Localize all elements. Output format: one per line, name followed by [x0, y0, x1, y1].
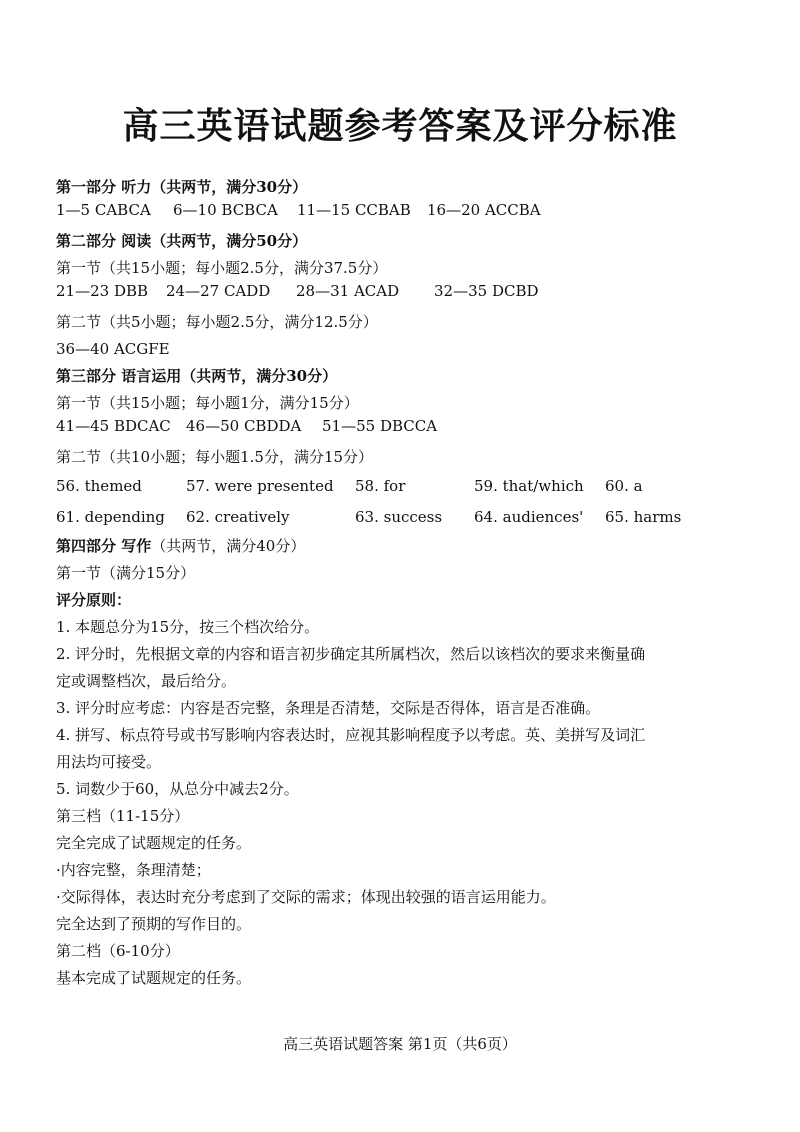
part2-section1-answer-row	[56, 282, 756, 309]
grade3-line: 完全达到了预期的写作目的。	[56, 915, 252, 933]
answer-group: 51—55 DBCCA	[322, 417, 438, 435]
scoring-principle: 1. 本题总分为15分，按三个档次给分。	[56, 618, 320, 636]
fill-answer: 57. were presented	[186, 477, 334, 495]
fill-answer: 56. themed	[56, 477, 142, 495]
fill-answer: 58. for	[355, 477, 406, 495]
part3-section1-heading: 第一节（共15小题；每小题1分，满分15分）	[56, 394, 359, 412]
fill-answer: 59. that/which	[474, 477, 584, 495]
scoring-principle: 3. 评分时应考虑：内容是否完整，条理是否清楚，交际是否得体，语言是否准确。	[56, 699, 601, 717]
scoring-principles-heading: 评分原则：	[56, 591, 132, 609]
grade3-line: ·交际得体，表达时充分考虑到了交际的需求；体现出较强的语言运用能力。	[56, 888, 556, 906]
grade3-label: 第三档（11-15分）	[56, 807, 190, 825]
scoring-principle: 4. 拼写、标点符号或书写影响内容表达时，应视其影响程度予以考虑。英、美拼写及词汇用法均可接受。	[56, 726, 646, 771]
document-body	[56, 174, 756, 992]
grade3-line: ·内容完整，条理清楚；	[56, 861, 211, 879]
part1-answer-row	[56, 201, 756, 228]
scoring-principle: 2. 评分时，先根据文章的内容和语言初步确定其所属档次，然后以该档次的要求来衡量确定或调整档次，最后给分。	[56, 645, 646, 690]
fill-answer: 63. success	[355, 508, 443, 526]
page-footer: 高三英语试题答案 第1页（共6页）	[283, 1035, 517, 1053]
scoring-principle: 5. 词数少于60，从总分中减去2分。	[56, 780, 299, 798]
part2-section1-heading: 第一节（共15小题；每小题2.5分，满分37.5分）	[56, 259, 388, 277]
fill-answer: 64. audiences'	[474, 508, 584, 526]
fill-answer-row	[56, 502, 756, 533]
part3-section2-heading: 第二节（共10小题；每小题1.5分，满分15分）	[56, 448, 374, 466]
part3-section1-answer-row	[56, 417, 756, 444]
answer-group: 11—15 CCBAB	[297, 201, 411, 219]
part4-heading-title: 第四部分 写作	[56, 537, 152, 555]
part1-heading: 第一部分 听力（共两节，满分30分）	[56, 178, 308, 196]
answer-group: 6—10 BCBCA	[173, 201, 278, 219]
answer-group: 21—23 DBB	[56, 282, 149, 300]
fill-answer: 62. creatively	[186, 508, 290, 526]
fill-answer: 61. depending	[56, 508, 165, 526]
grade2-line: 基本完成了试题规定的任务。	[56, 969, 252, 987]
answer-group: 24—27 CADD	[166, 282, 271, 300]
grade2-label: 第二档（6-10分）	[56, 942, 180, 960]
answer-group: 1—5 CABCA	[56, 201, 151, 219]
part4-heading-detail: （共两节，满分40分）	[151, 537, 306, 555]
part2-heading: 第二部分 阅读（共两节，满分50分）	[56, 232, 308, 250]
fill-answer: 60. a	[605, 477, 643, 495]
grade3-line: 完全完成了试题规定的任务。	[56, 834, 252, 852]
document-title: 高三英语试题参考答案及评分标准	[122, 105, 678, 147]
part3-heading: 第三部分 语言运用（共两节，满分30分）	[56, 367, 338, 385]
part2-section2-heading: 第二节（共5小题；每小题2.5分，满分12.5分）	[56, 313, 378, 331]
part4-section1-heading: 第一节（满分15分）	[56, 564, 196, 582]
answer-group: 32—35 DCBD	[434, 282, 539, 300]
part4-heading	[56, 533, 756, 560]
answer-group: 46—50 CBDDA	[186, 417, 302, 435]
part2-section2-answers: 36—40 ACGFE	[56, 340, 170, 358]
fill-answer-row	[56, 471, 756, 502]
fill-answer: 65. harms	[605, 508, 682, 526]
answer-group: 28—31 ACAD	[296, 282, 400, 300]
answer-group: 41—45 BDCAC	[56, 417, 171, 435]
answer-group: 16—20 ACCBA	[427, 201, 541, 219]
